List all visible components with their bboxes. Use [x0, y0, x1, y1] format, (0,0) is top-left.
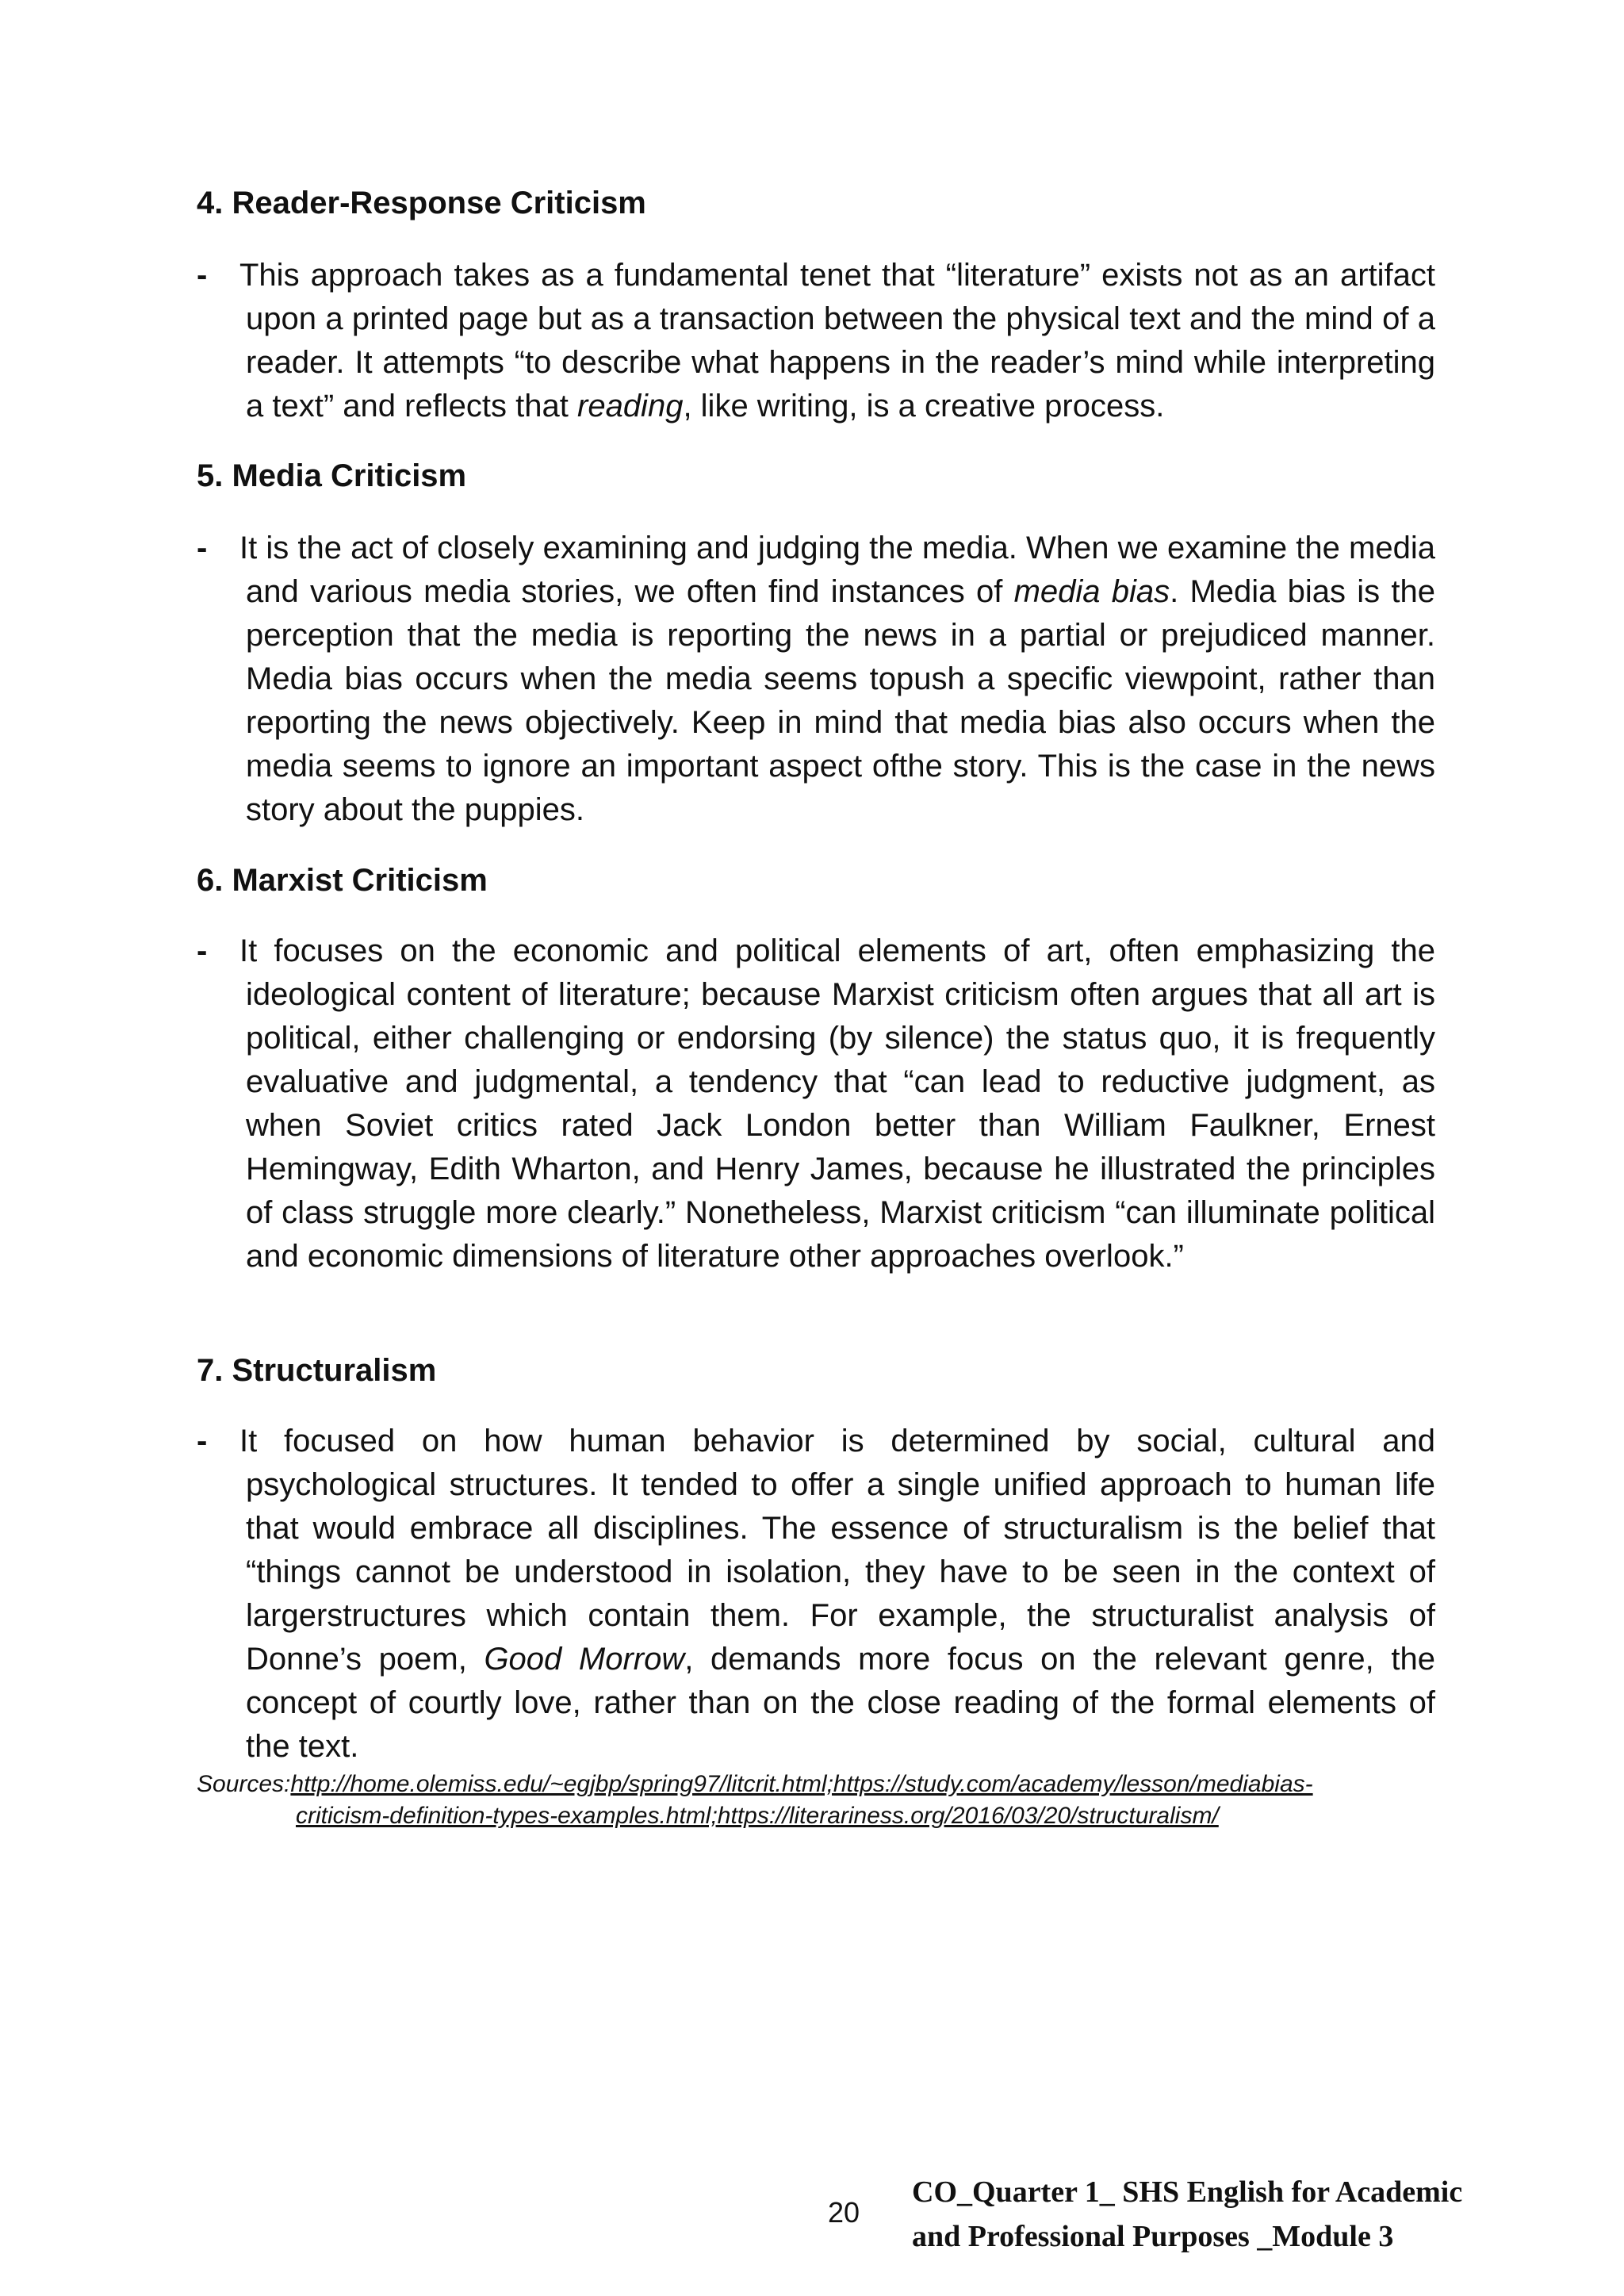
sources-link-1[interactable]: http://home.olemiss.edu/~egjbp/spring97/litcrit.html;https://study.com/academy/lesson/mediabias- — [290, 1771, 1313, 1797]
emphasis-reading: reading — [577, 389, 684, 424]
emphasis-good-morrow: Good Morrow — [484, 1642, 685, 1677]
section-body-structuralism: It focused on how human behavior is determined by social, cultural and psychological structures. It tended to offer a single unified approach to human life that would embrace all disciplines. The essence of structuralism is the belief that “things cannot be understood in isolation, they have to be seen in the context of largerstructures which contain them. For example, the structuralist analysis of Donne’s poem, Good Morrow, demands more focus on the relevant genre, the concept of courtly love, rather than on the close reading of the formal elements of the text. — [239, 1424, 1435, 1764]
bullet-dash: - — [197, 933, 208, 968]
page-number: 20 — [828, 2196, 860, 2229]
section-body-media-criticism: It is the act of closely examining and judging the media. When we examine the media and various media stories, we often find instances of media bias. Media bias is the perception that the media is reporting the news in a partial or prejudiced manner. Media bias occurs when the media seems topush a specific viewpoint, rather than reporting the news objectively. Keep in mind that media bias also occurs when the media seems to ignore an important aspect ofthe story. This is the case in the news story about the puppies. — [239, 531, 1435, 827]
footer-line-2: and Professional Purposes _Module 3 — [912, 2220, 1394, 2253]
sources-label: Sources: — [197, 1771, 291, 1797]
section-heading-marxist-criticism: 6. Marxist Criticism — [197, 863, 488, 898]
sources-citation — [197, 1769, 1434, 1832]
footer-line-1: CO_Quarter 1_ SHS English for Academic — [912, 2175, 1463, 2209]
section-heading-media-criticism: 5. Media Criticism — [197, 458, 467, 493]
emphasis-media-bias: media bias — [1013, 574, 1170, 609]
section-body-marxist-criticism: It focuses on the economic and political elements of art, often emphasizing the ideological content of literature; because Marxist criticism often argues that all art is political, either challenging or endorsing (by silence) the status quo, it is frequently evaluative and judgmental, a tendency that “can lead to reductive judgment, as when Soviet critics rated Jack London better than William Faulkner, Ernest Hemingway, Edith Wharton, and Henry James, because he illustrated the principles of class struggle more clearly.” Nonetheless, Marxist criticism “can illuminate political and economic dimensions of literature other approaches overlook.” — [239, 933, 1435, 1274]
footer-module-title — [912, 2170, 1462, 2259]
bullet-dash: - — [197, 531, 208, 565]
bullet-dash: - — [197, 258, 208, 293]
bullet-dash: - — [197, 1424, 208, 1458]
section-heading-reader-response: 4. Reader-Response Criticism — [197, 186, 646, 220]
section-body-reader-response: This approach takes as a fundamental tenet that “literature” exists not as an artifact upon a printed page but as a transaction between the physical text and the mind of a reader. It attempts “to describe what happens in the reader’s mind while interpreting a text” and reflects that reading, like writing, is a creative process. — [239, 258, 1435, 424]
sources-link-2[interactable]: criticism-definition-types-examples.html;https://literariness.org/2016/03/20/structuralism/ — [296, 1803, 1219, 1829]
section-heading-structuralism: 7. Structuralism — [197, 1353, 437, 1388]
